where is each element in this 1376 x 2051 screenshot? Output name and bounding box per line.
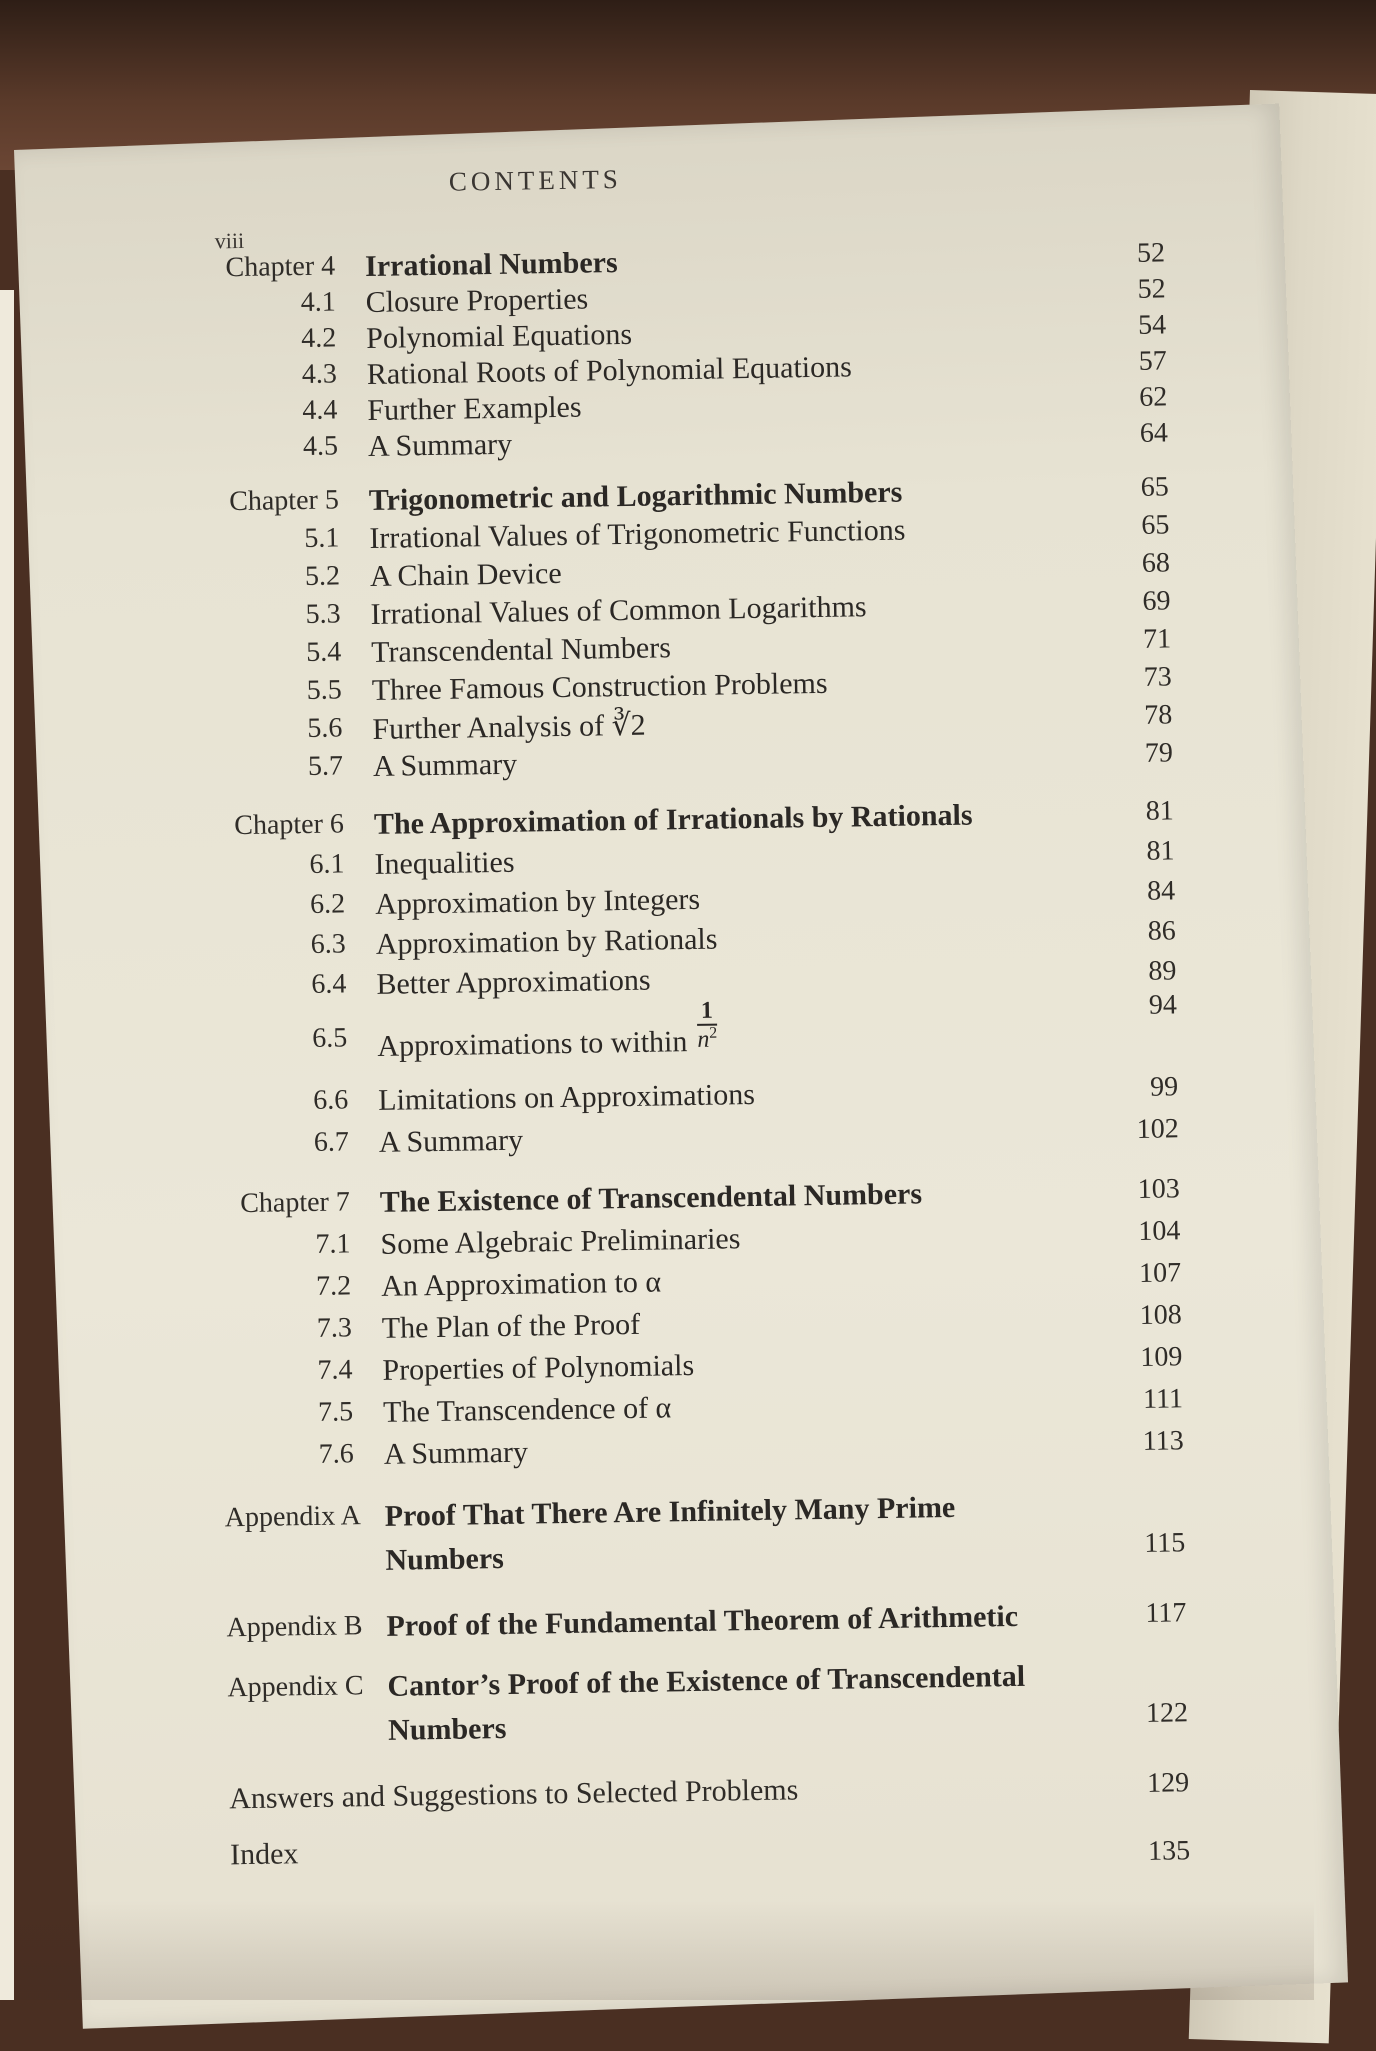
section-title: Better Approximations — [376, 963, 651, 1001]
section-title: The Transcendence of α — [382, 1391, 672, 1429]
page-ref: 65 — [1141, 509, 1170, 541]
page-ref: 104 — [1138, 1215, 1181, 1247]
section-number: 6.4 — [311, 968, 347, 1000]
page-number: viii — [214, 227, 245, 254]
page-ref: 109 — [1140, 1341, 1183, 1373]
page-ref: 73 — [1143, 661, 1172, 693]
page-ref: 81 — [1146, 835, 1175, 867]
page-ref: 111 — [1142, 1383, 1184, 1415]
section-title: Irrational Values of Trigonometric Functions — [369, 513, 906, 555]
page-ref: 65 — [1140, 471, 1169, 503]
section-number: 6.7 — [313, 1126, 350, 1158]
section-number: 6.1 — [309, 848, 345, 880]
section-number: 6.6 — [312, 1084, 349, 1116]
appendix-label: Appendix A — [224, 1500, 362, 1534]
page-ref: 115 — [1144, 1527, 1186, 1559]
page-ref: 52 — [1136, 237, 1166, 269]
section-number: 5.4 — [305, 636, 342, 668]
backmatter-row — [70, 1821, 1336, 1877]
page-ref: 102 — [1136, 1113, 1180, 1145]
section-number: 5.2 — [304, 560, 341, 592]
section-number: 6.5 — [312, 1022, 348, 1054]
section-number: 7.2 — [315, 1270, 352, 1302]
page-ref: 52 — [1137, 273, 1166, 305]
page-shadow — [14, 1900, 1314, 2000]
chapter-title: The Existence of Transcendental Numbers — [379, 1177, 923, 1219]
section-title: Some Algebraic Preliminaries — [380, 1222, 741, 1261]
page-ref: 78 — [1144, 699, 1173, 731]
section-number: 5.3 — [305, 598, 341, 630]
page-ref: 68 — [1141, 547, 1171, 579]
page-ref: 57 — [1138, 345, 1167, 377]
page-ref: 107 — [1138, 1257, 1182, 1289]
appendix-row — [65, 1485, 1332, 1595]
page-ref: 69 — [1142, 585, 1171, 617]
appendix-title-line2: Numbers — [385, 1541, 505, 1577]
section-title: Transcendental Numbers — [370, 631, 672, 669]
section-title: Limitations on Approximations — [377, 1077, 756, 1117]
page-ref: 54 — [1137, 309, 1167, 341]
section-number: 5.6 — [307, 712, 343, 744]
appendix-title-line1: Proof of the Fundamental Theorem of Arithmetic — [386, 1599, 1019, 1643]
section-number: 4.3 — [301, 358, 338, 391]
page-ref: 89 — [1148, 955, 1177, 987]
contents-heading: CONTENTS — [448, 163, 623, 197]
section-number: 4.5 — [302, 430, 339, 463]
section-number: 5.1 — [304, 522, 340, 554]
section-title: A Summary — [367, 427, 513, 463]
section-number: 7.6 — [318, 1438, 355, 1470]
appendix-title-line1: Proof That There Are Infinitely Many Prime — [384, 1490, 956, 1533]
page-ref: 64 — [1139, 417, 1169, 449]
page-ref: 122 — [1145, 1697, 1189, 1729]
section-number: 7.3 — [316, 1312, 353, 1344]
backmatter-title: Index — [229, 1837, 299, 1872]
page-ref: 62 — [1139, 381, 1168, 413]
page-ref: 129 — [1146, 1767, 1190, 1799]
section-title: A Summary — [378, 1123, 524, 1159]
section-title: Approximation by Integers — [374, 882, 701, 921]
section-title: Three Famous Construction Problems — [371, 666, 828, 707]
section-title: Properties of Polynomials — [382, 1348, 695, 1387]
appendix-label: Appendix C — [227, 1670, 364, 1704]
book-page — [14, 104, 1348, 2029]
section-number: 7.1 — [315, 1228, 351, 1260]
section-title: Further Examples — [367, 390, 582, 427]
section-number: 4.2 — [301, 322, 337, 355]
page-ref: 79 — [1144, 737, 1174, 769]
appendix-title-line1: Cantor’s Proof of the Existence of Transcendental — [387, 1659, 1026, 1703]
left-page-edge — [0, 290, 14, 2000]
section-row — [57, 989, 1323, 1063]
section-title — [377, 997, 718, 1077]
section-title: A Chain Device — [369, 556, 562, 593]
page-ref: 71 — [1142, 623, 1172, 655]
backmatter-row — [69, 1765, 1335, 1821]
chapter-title: Trigonometric and Logarithmic Numbers — [368, 475, 903, 517]
page-ref: 113 — [1142, 1425, 1184, 1457]
section-title: An Approximation to α — [380, 1265, 662, 1303]
section-title: Further Analysis of ∛2 — [372, 708, 646, 746]
appendix-title-line2: Numbers — [387, 1711, 507, 1747]
section-title: The Plan of the Proof — [381, 1307, 641, 1345]
section-title: Inequalities — [374, 845, 515, 881]
appendix-row — [67, 1655, 1334, 1765]
section-number: 4.1 — [300, 286, 336, 319]
page-ref: 86 — [1147, 915, 1176, 947]
section-number: 7.5 — [317, 1396, 354, 1428]
section-number: 4.4 — [302, 394, 338, 427]
chapter-label: Chapter 5 — [228, 484, 340, 518]
backmatter-title: Answers and Suggestions to Selected Problems — [228, 1773, 799, 1816]
chapter-label: Chapter 7 — [239, 1186, 351, 1220]
section-number: 6.3 — [310, 928, 347, 960]
page-ref: 135 — [1147, 1835, 1191, 1867]
section-title: Closure Properties — [365, 282, 589, 319]
section-number: 6.2 — [309, 888, 346, 920]
section-title-text: Approximations to within — [377, 1025, 688, 1063]
section-number: 7.4 — [317, 1354, 353, 1386]
fraction — [697, 999, 718, 1054]
contents-block — [43, 125, 1338, 2025]
chapter-title: Irrational Numbers — [364, 246, 618, 284]
section-title: Rational Roots of Polynomial Equations — [366, 350, 853, 391]
section-number: 5.7 — [307, 750, 344, 782]
page-ref: 81 — [1145, 795, 1175, 827]
page-ref: 103 — [1137, 1173, 1180, 1205]
section-title: Polynomial Equations — [366, 317, 633, 355]
fraction-numerator: 1 — [697, 999, 717, 1026]
page-ref: 84 — [1146, 875, 1176, 907]
chapter-label: Chapter 6 — [234, 808, 345, 842]
section-number: 5.5 — [306, 674, 343, 706]
section-title: Approximation by Rationals — [375, 922, 718, 961]
appendix-label: Appendix B — [226, 1610, 363, 1644]
fraction-denominator: $n^2$ — [697, 1024, 718, 1054]
page-ref: 117 — [1145, 1597, 1187, 1629]
page-ref: 94 — [1148, 989, 1178, 1021]
chapter-title: The Approximation of Irrationals by Rationals — [373, 798, 973, 841]
section-title: A Summary — [372, 747, 518, 783]
appendix-row — [66, 1595, 1332, 1651]
section-title: Irrational Values of Common Logarithms — [370, 590, 867, 631]
page-ref: 99 — [1149, 1071, 1179, 1103]
page-ref: 108 — [1139, 1299, 1182, 1331]
chapter-label: Chapter 4 — [225, 250, 336, 284]
section-title: A Summary — [383, 1435, 529, 1471]
